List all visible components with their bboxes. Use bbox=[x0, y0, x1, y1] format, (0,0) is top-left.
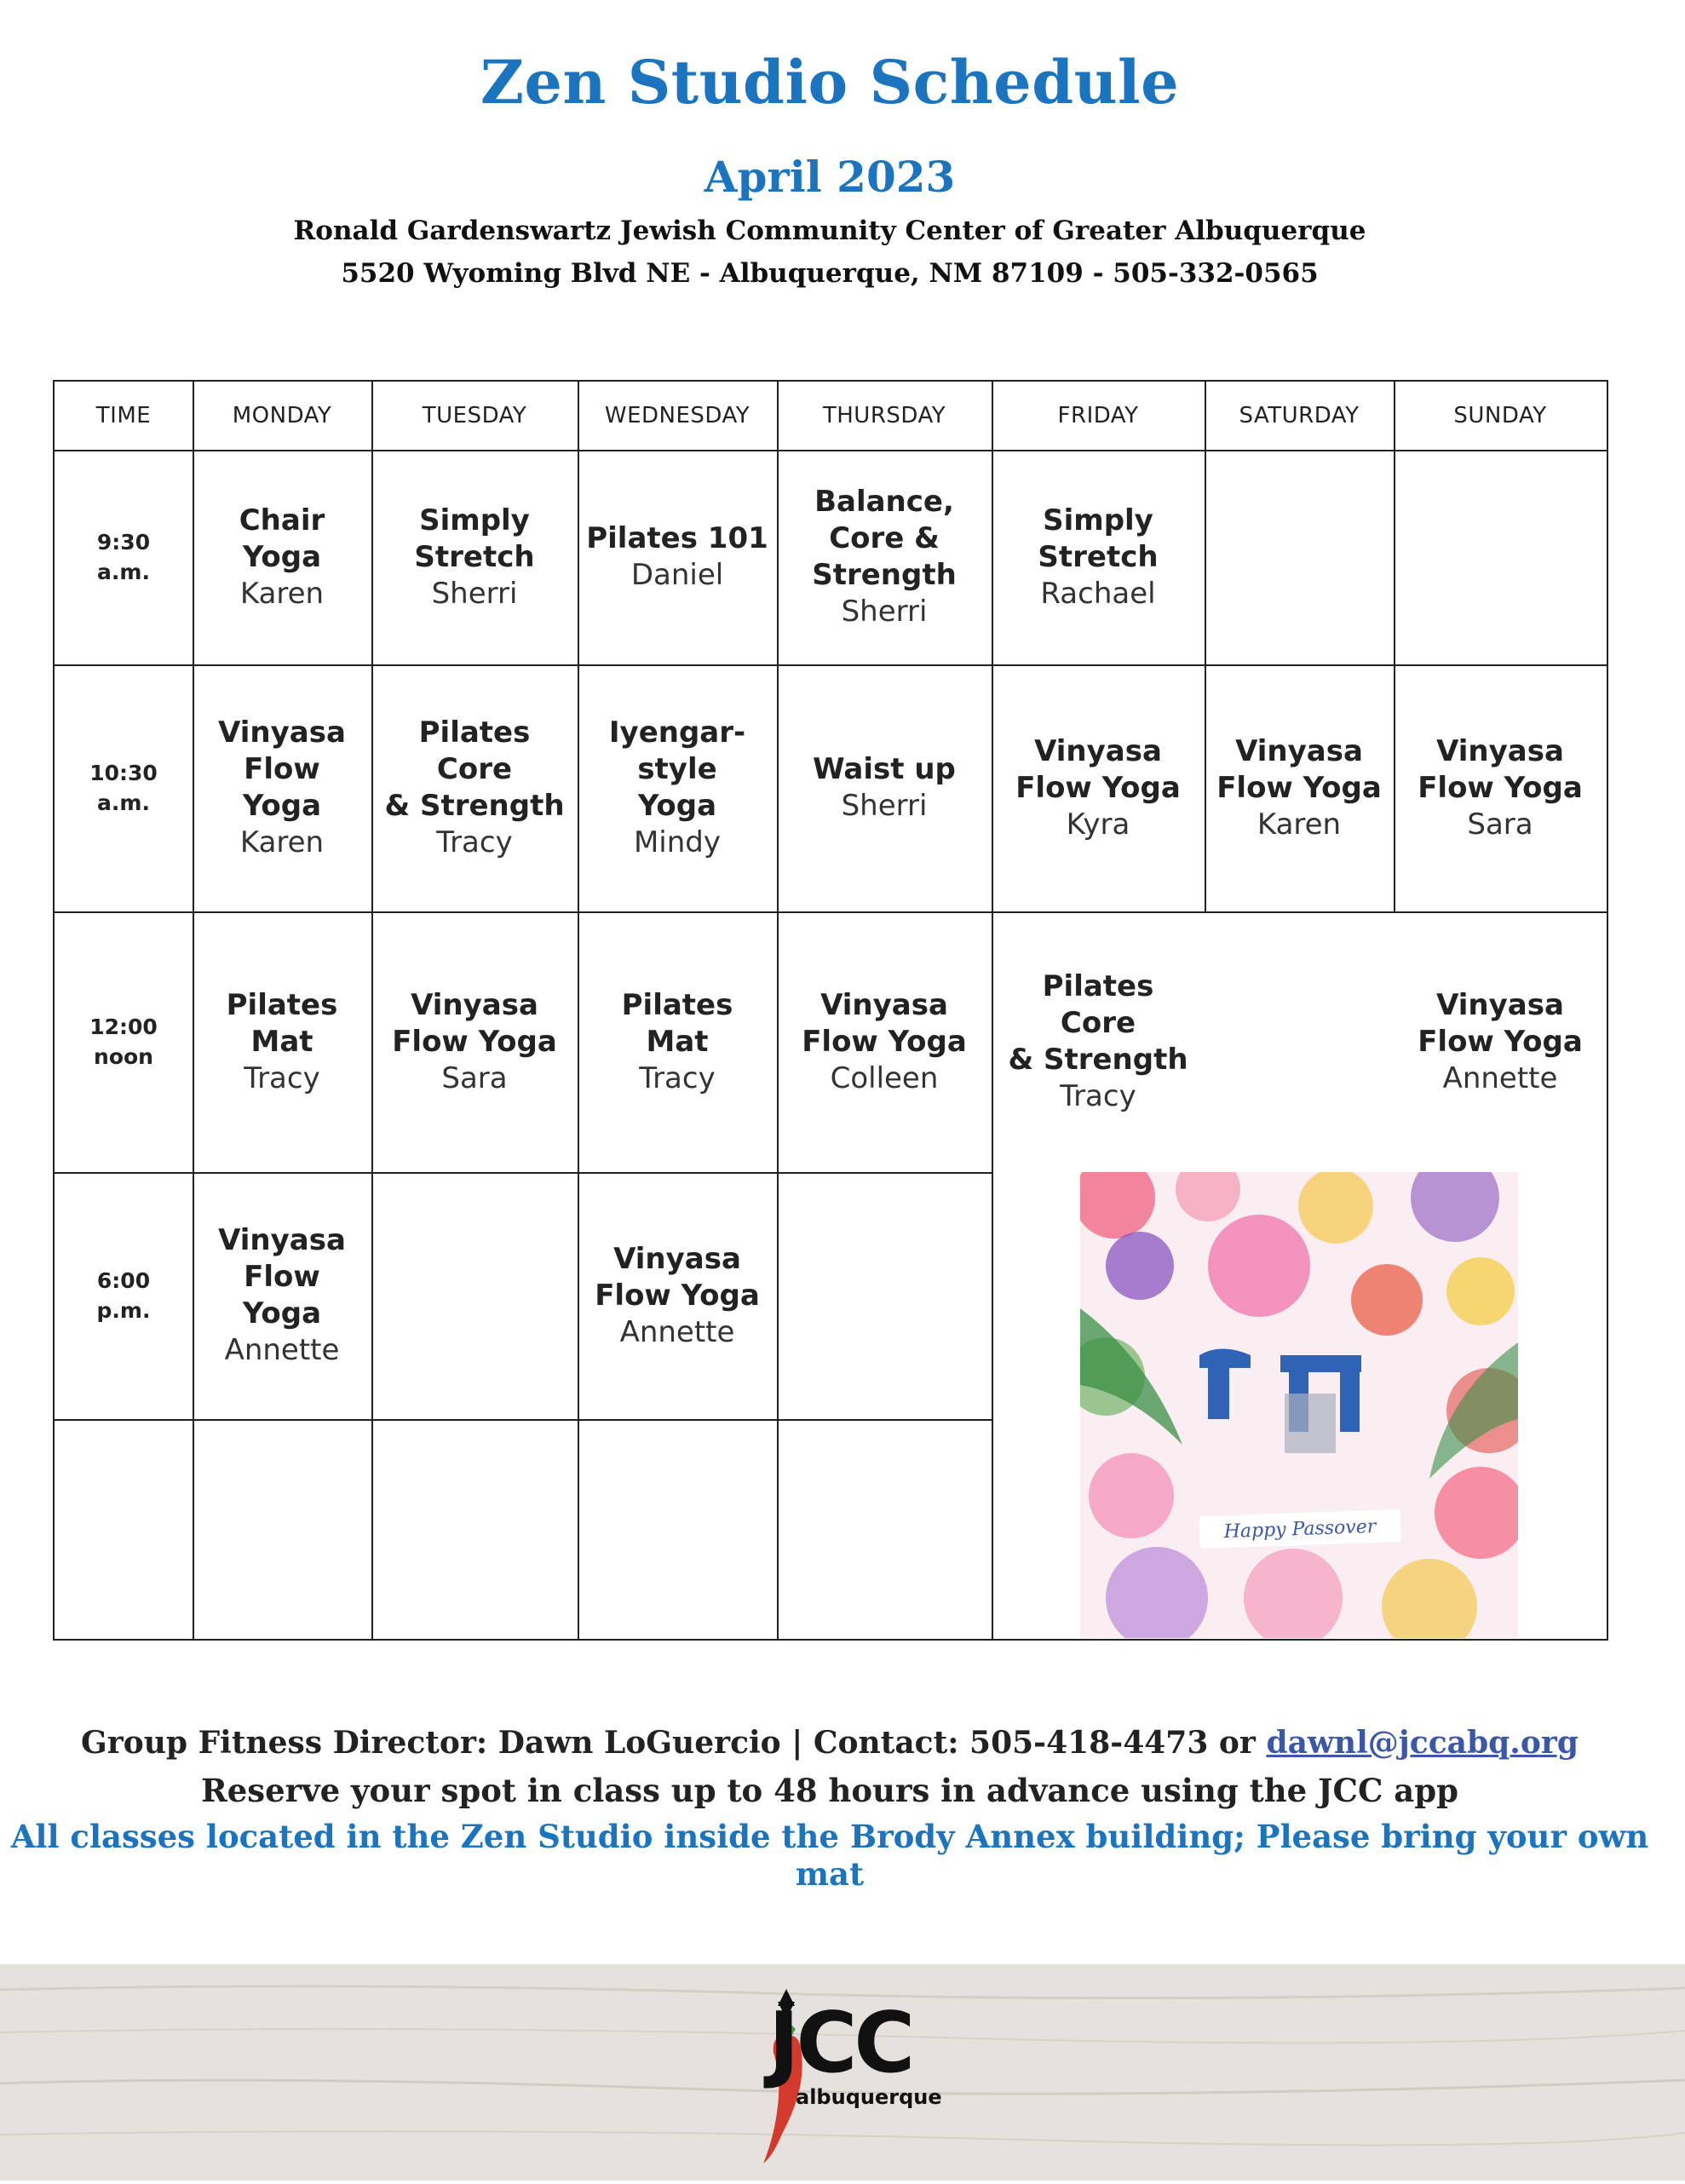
empty-cell bbox=[371, 1419, 578, 1639]
director-contact-text: Group Fitness Director: Dawn LoGuercio | Contact: 505-418-4473 or bbox=[81, 1725, 1267, 1761]
class-cell-tuesday bbox=[371, 1172, 578, 1419]
class-cell-saturday[interactable] bbox=[1205, 664, 1394, 911]
director-contact-line bbox=[0, 1725, 1659, 1762]
class-cell-wednesday[interactable] bbox=[578, 450, 777, 664]
column-header-wednesday: WEDNESDAY bbox=[604, 403, 750, 428]
class-name: Pilates Core bbox=[418, 716, 531, 786]
instructor-name: Kyra bbox=[1066, 807, 1130, 842]
instructor-name: Colleen bbox=[830, 1060, 939, 1095]
class-name: Vinyasa bbox=[1436, 733, 1564, 768]
class-cell-friday[interactable] bbox=[992, 450, 1205, 664]
class-name: Pilates Core bbox=[1042, 969, 1154, 1040]
class-name: Simply bbox=[1043, 503, 1153, 537]
instructor-name: Tracy bbox=[436, 825, 513, 859]
class-name: Vinyasa bbox=[613, 1241, 741, 1276]
logo-city-text: albuquerque bbox=[796, 2085, 942, 2109]
class-name: Stretch bbox=[1038, 539, 1159, 574]
instructor-name: Karen bbox=[239, 825, 325, 859]
class-cell-sunday[interactable] bbox=[1394, 664, 1607, 911]
class-name: Yoga bbox=[637, 789, 717, 823]
class-name: Vinyasa bbox=[820, 987, 948, 1022]
instructor-name: Annette bbox=[619, 1314, 735, 1349]
class-name: Flow Yoga bbox=[1015, 770, 1181, 805]
class-cell-saturday bbox=[1205, 450, 1394, 664]
class-cell-wednesday[interactable] bbox=[578, 911, 777, 1172]
instructor-name: Mindy bbox=[633, 825, 722, 859]
time-slot bbox=[55, 1172, 193, 1419]
class-name: Flow Yoga bbox=[242, 1260, 322, 1331]
location-note: All classes located in the Zen Studio inside the Brody Annex building; Please bring your own mat bbox=[10, 1818, 1649, 1894]
class-name: Stretch bbox=[414, 539, 535, 574]
class-name: Flow Yoga bbox=[1418, 1024, 1583, 1059]
column-header-tuesday: TUESDAY bbox=[422, 403, 527, 428]
class-name: Vinyasa bbox=[411, 987, 538, 1022]
class-name: Yoga bbox=[242, 539, 322, 574]
instructor-name: Rachael bbox=[1040, 576, 1156, 611]
class-name: Flow Yoga bbox=[595, 1278, 760, 1313]
instructor-name: Tracy bbox=[244, 1060, 320, 1095]
class-cell-thursday[interactable] bbox=[777, 664, 992, 911]
class-cell-friday[interactable] bbox=[992, 664, 1205, 911]
class-cell-thursday bbox=[777, 1172, 992, 1419]
class-name: Vinyasa bbox=[218, 1223, 346, 1257]
time-slot-line: a.m. bbox=[97, 790, 150, 815]
class-cell-thursday[interactable] bbox=[777, 450, 992, 664]
class-name: Balance, bbox=[814, 485, 954, 519]
page-subtitle: April 2023 bbox=[704, 152, 956, 202]
instructor-name: Sara bbox=[441, 1060, 508, 1095]
instructor-name: Sherri bbox=[431, 576, 518, 611]
floral-watercolor-illustration bbox=[1080, 1172, 1518, 1638]
class-name: Mat bbox=[250, 1024, 313, 1059]
class-cell-sunday[interactable] bbox=[1394, 911, 1607, 1172]
class-name: Pilates Mat bbox=[621, 987, 733, 1059]
class-cell-tuesday[interactable] bbox=[371, 450, 578, 664]
class-cell-wednesday[interactable] bbox=[578, 1172, 777, 1419]
instructor-name: Tracy bbox=[1060, 1079, 1136, 1113]
instructor-name: Annette bbox=[1442, 1060, 1558, 1095]
class-cell-friday[interactable] bbox=[992, 911, 1205, 1172]
logo-jcc-text: JCC bbox=[768, 1995, 912, 2092]
class-name: & Strength bbox=[384, 789, 565, 823]
class-name: style bbox=[637, 752, 717, 786]
organization-address: 5520 Wyoming Blvd NE - Albuquerque, NM 87109 - 505-332-0565 bbox=[341, 258, 1319, 289]
class-name: Flow Yoga bbox=[392, 1024, 557, 1059]
class-cell-monday[interactable] bbox=[193, 1172, 371, 1419]
empty-cell bbox=[777, 1419, 992, 1639]
class-cell-sunday bbox=[1394, 450, 1607, 664]
class-name: Iyengar- bbox=[608, 716, 746, 750]
class-cell-tuesday[interactable] bbox=[371, 911, 578, 1172]
empty-cell bbox=[578, 1419, 777, 1639]
class-name: & Strength bbox=[1008, 1043, 1188, 1077]
instructor-name: Daniel bbox=[630, 558, 724, 592]
class-name: Vinyasa bbox=[1235, 733, 1363, 768]
class-name: Vinyasa bbox=[1436, 987, 1564, 1022]
time-slot bbox=[55, 450, 193, 664]
column-header-time: TIME bbox=[95, 403, 152, 428]
time-slot bbox=[55, 664, 193, 911]
time-slot-line: 12:00 bbox=[89, 1014, 158, 1039]
column-header-thursday: THURSDAY bbox=[822, 403, 946, 428]
organization-name: Ronald Gardenswartz Jewish Community Center of Greater Albuquerque bbox=[293, 216, 1366, 246]
class-name: Pilates bbox=[226, 987, 338, 1022]
class-cell-saturday bbox=[1205, 911, 1394, 1172]
column-header-saturday: SATURDAY bbox=[1239, 403, 1360, 428]
reservation-note: Reserve your spot in class up to 48 hours in advance using the JCC app bbox=[200, 1772, 1459, 1809]
column-header-monday: MONDAY bbox=[232, 403, 332, 428]
email-link[interactable]: dawnl@jccabq.org bbox=[1266, 1725, 1579, 1761]
time-slot-line: 10:30 bbox=[89, 761, 158, 785]
class-cell-wednesday[interactable] bbox=[578, 664, 777, 911]
instructor-name: Tracy bbox=[639, 1060, 716, 1095]
time-slot-line: a.m. bbox=[97, 560, 150, 584]
class-cell-tuesday[interactable] bbox=[371, 664, 578, 911]
class-name: Flow Yoga bbox=[802, 1024, 967, 1059]
empty-cell bbox=[55, 1419, 193, 1639]
class-name: Flow Yoga bbox=[1418, 770, 1583, 805]
time-slot-line: 9:30 bbox=[96, 530, 151, 555]
time-slot-line: 6:00 bbox=[96, 1268, 151, 1293]
instructor-name: Annette bbox=[224, 1333, 340, 1367]
class-name: Flow Yoga bbox=[1216, 770, 1382, 805]
class-cell-monday[interactable] bbox=[193, 450, 371, 664]
passover-card-image bbox=[1080, 1172, 1518, 1638]
time-slot bbox=[55, 911, 193, 1172]
empty-cell bbox=[193, 1419, 371, 1639]
time-slot-line: noon bbox=[94, 1044, 153, 1069]
class-name: Vinyasa bbox=[1034, 733, 1162, 768]
instructor-name: Sara bbox=[1467, 807, 1533, 842]
class-name: Chair bbox=[239, 503, 325, 537]
class-cell-thursday[interactable] bbox=[777, 911, 992, 1172]
time-slot-line: p.m. bbox=[96, 1298, 151, 1323]
happy-passover-banner: Happy Passover bbox=[1199, 1509, 1400, 1549]
column-header-sunday: SUNDAY bbox=[1453, 403, 1547, 428]
page-title: Zen Studio Schedule bbox=[480, 47, 1180, 118]
class-name: Pilates 101 bbox=[586, 521, 768, 555]
class-name: Simply bbox=[419, 503, 530, 537]
class-name: Vinyasa bbox=[218, 716, 346, 750]
instructor-name: Karen bbox=[1257, 807, 1342, 842]
class-cell-monday[interactable] bbox=[193, 664, 371, 911]
class-name: Core & bbox=[829, 521, 940, 555]
instructor-name: Sherri bbox=[841, 595, 928, 629]
instructor-name: Sherri bbox=[841, 789, 928, 823]
class-name: Strength bbox=[812, 558, 957, 592]
class-name: Flow Yoga bbox=[242, 752, 322, 823]
class-cell-monday[interactable] bbox=[193, 911, 371, 1172]
instructor-name: Karen bbox=[239, 576, 325, 611]
class-name: Waist up bbox=[813, 752, 956, 786]
column-header-friday: FRIDAY bbox=[1057, 403, 1139, 428]
